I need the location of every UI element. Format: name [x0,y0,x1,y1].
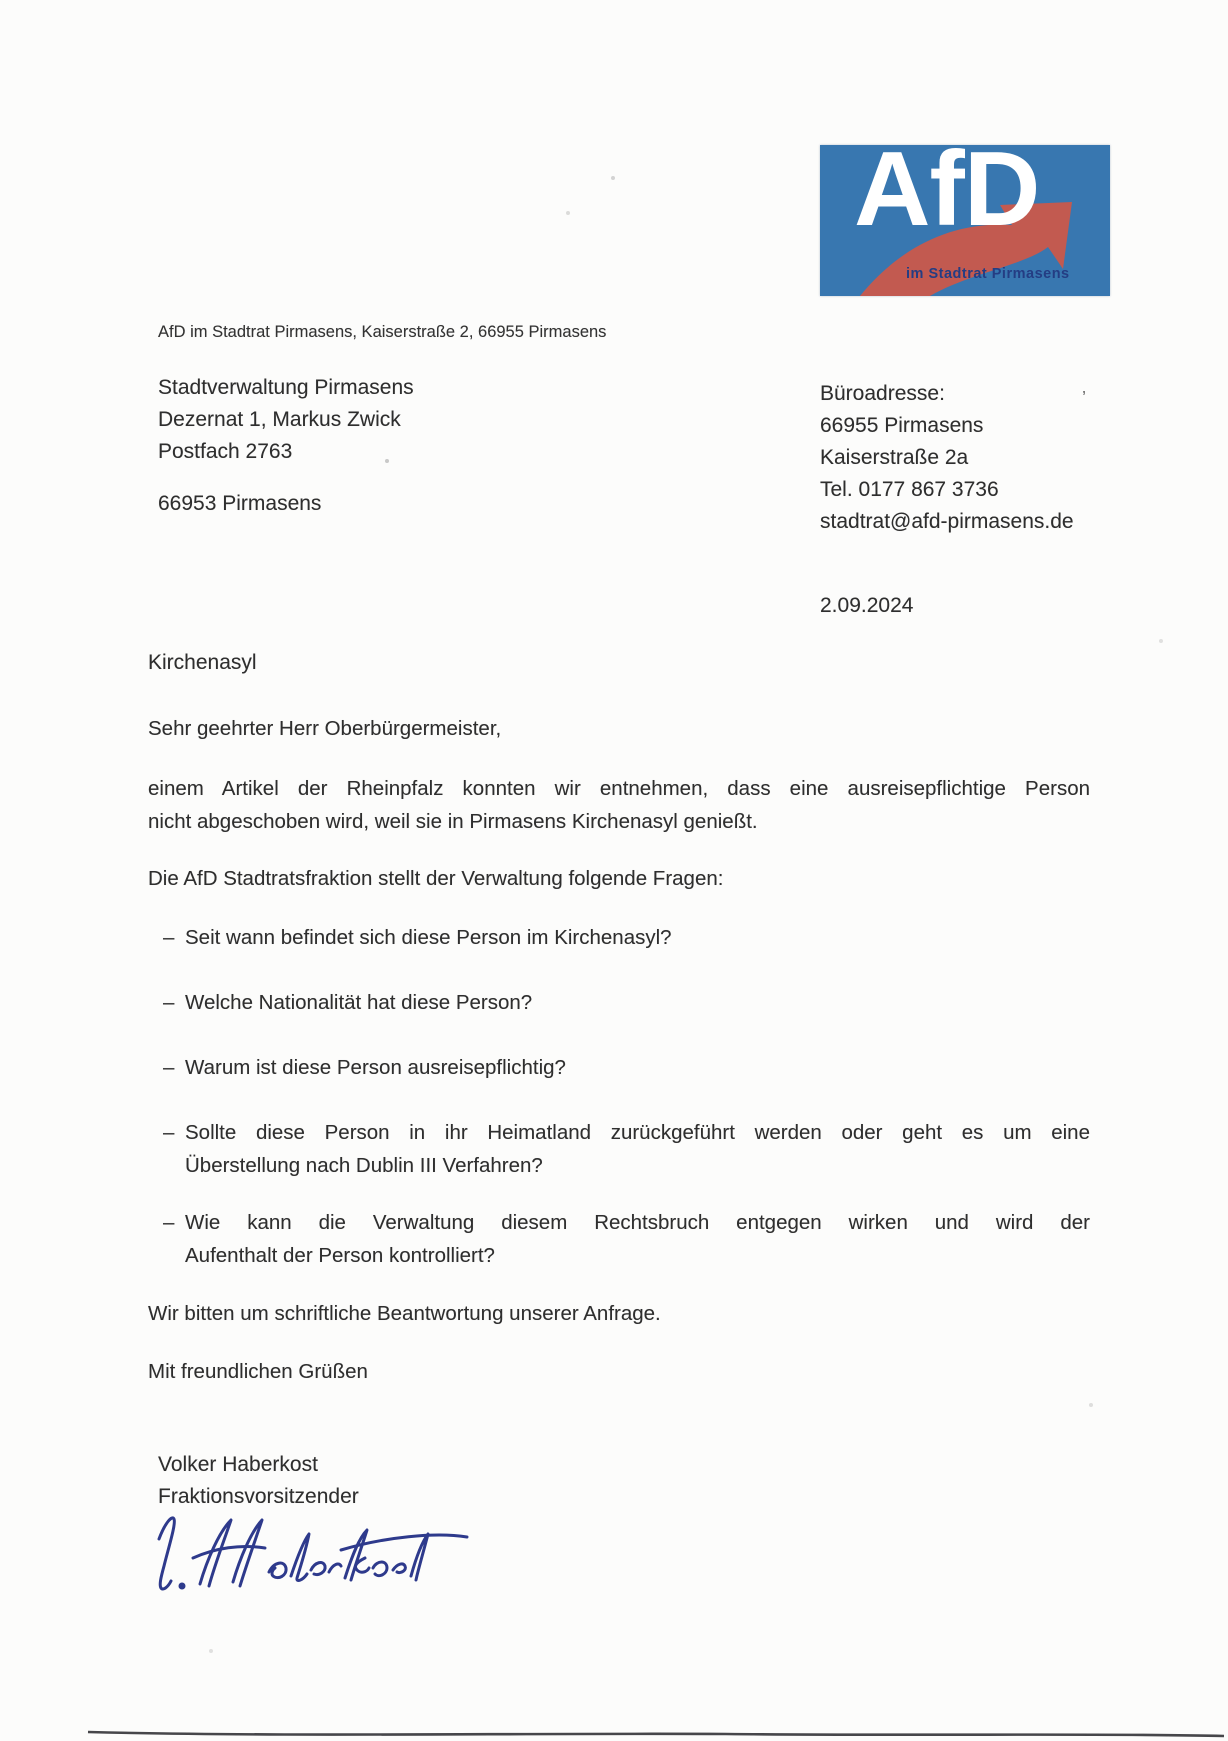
scan-bottom-edge [86,1728,1226,1740]
bullet-dash: – [163,1211,175,1234]
signer-name: Volker Haberkost [158,1453,318,1476]
office-line: 66955 Pirmasens [820,414,984,437]
recipient-line: Postfach 2763 [158,440,293,463]
question-item [163,986,1090,1019]
bullet-dash: – [163,1056,175,1079]
scan-artifact-mark: ’ [1082,388,1086,408]
closing-request: Wir bitten um schriftliche Beantwortung unserer Anfrage. [148,1302,661,1325]
question-text: Welche Nationalität hat diese Person? [185,991,533,1014]
question-text: Warum ist diese Person ausreisepflichtig? [185,1056,566,1079]
intro-paragraph [148,772,1090,838]
signer-block [158,1449,359,1513]
office-email: stadtrat@afd-pirmasens.de [820,510,1074,533]
signature-handwriting [145,1506,475,1611]
bullet-dash: – [163,926,175,949]
subject-line: Kirchenasyl [148,651,257,674]
scan-speckles [0,0,2,2]
question-item [163,921,1090,954]
question-line: Aufenthalt der Person kontrolliert? [185,1244,495,1267]
question-line: Wie kann die Verwaltung diesem Rechtsbruch entgegen wirken und wird der [185,1211,1090,1234]
afd-logo-subtext: im Stadtrat Pirmasens [906,266,1070,282]
afd-logo [820,130,1110,296]
question-line: Überstellung nach Dublin III Verfahren? [185,1154,543,1177]
office-address-block [820,378,1074,538]
office-line: Kaiserstraße 2a [820,446,969,469]
recipient-city: 66953 Pirmasens [158,492,322,515]
recipient-address [158,372,414,468]
question-text [185,1116,1090,1182]
salutation: Sehr geehrter Herr Oberbürgermeister, [148,717,502,740]
recipient-line: Dezernat 1, Markus Zwick [158,408,401,431]
question-line: Sollte diese Person in ihr Heimatland zurückgeführt werden oder geht es um eine [185,1121,1090,1144]
recipient-line: Stadtverwaltung Pirmasens [158,376,414,399]
bullet-dash: – [163,991,175,1014]
signer-title: Fraktionsvorsitzender [158,1485,359,1508]
office-phone: Tel. 0177 867 3736 [820,478,999,501]
paragraph-line: einem Artikel der Rheinpfalz konnten wir entnehmen, dass eine ausreisepflichtige Person [148,777,1090,800]
question-text [185,1206,1090,1272]
letter-date: 2.09.2024 [820,594,914,617]
office-heading: Büroadresse: [820,382,945,405]
question-text: Seit wann befindet sich diese Person im Kirchenasyl? [185,926,672,949]
afd-logo-text: AfD [854,130,1040,248]
bullet-dash: – [163,1121,175,1144]
questions-intro: Die AfD Stadtratsfraktion stellt der Verwaltung folgende Fragen: [148,867,724,890]
closing-greeting: Mit freundlichen Grüßen [148,1360,368,1383]
question-item [163,1051,1090,1084]
paragraph-line: nicht abgeschoben wird, weil sie in Pirmasens Kirchenasyl genießt. [148,810,758,833]
question-item [163,1206,1090,1272]
question-item [163,1116,1090,1182]
sender-line: AfD im Stadtrat Pirmasens, Kaiserstraße 2, 66955 Pirmasens [158,323,607,341]
